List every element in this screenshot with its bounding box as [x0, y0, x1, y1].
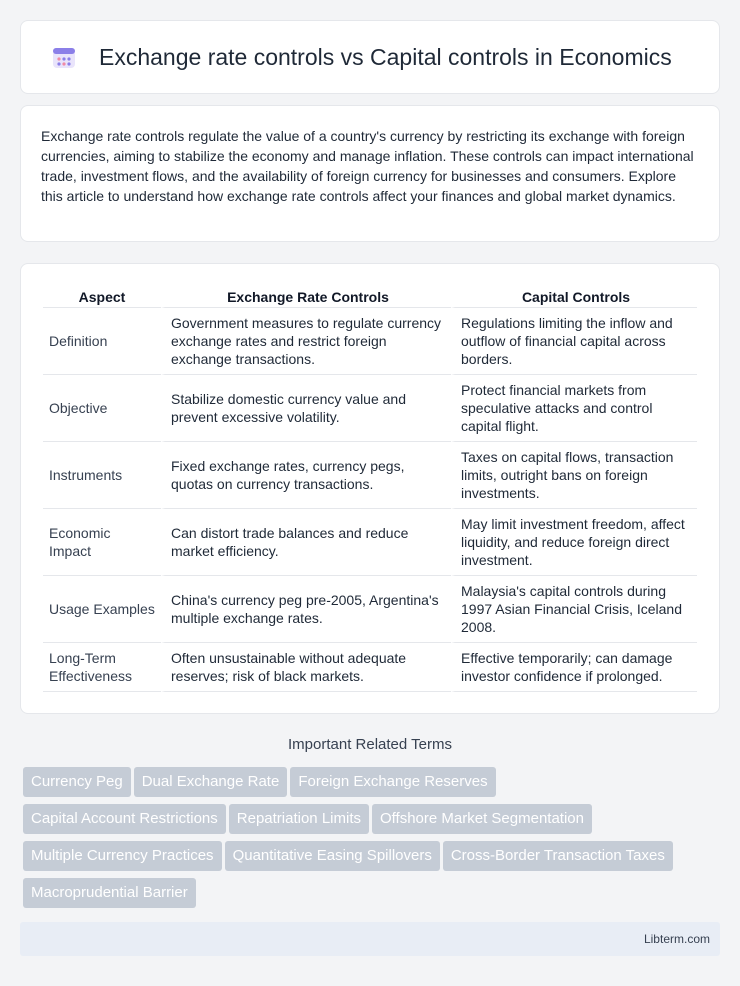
row-exchange-rate-value: Often unsustainable without adequate reserves; risk of black markets. — [161, 643, 451, 692]
term-tag[interactable]: Repatriation Limits — [229, 804, 369, 834]
row-aspect: Economic Impact — [43, 509, 161, 576]
comparison-table-card — [20, 263, 720, 714]
term-tag[interactable]: Cross-Border Transaction Taxes — [443, 841, 673, 871]
calendar-icon — [51, 44, 77, 70]
term-tag[interactable]: Multiple Currency Practices — [23, 841, 222, 871]
term-tag[interactable]: Currency Peg — [23, 767, 131, 797]
table-row — [43, 509, 697, 576]
row-capital-value: Protect financial markets from speculative attacks and control capital flight. — [451, 375, 697, 442]
footer-site-link[interactable]: Libterm.com — [643, 932, 710, 946]
row-capital-value: Malaysia's capital controls during 1997 Asian Financial Crisis, Iceland 2008. — [451, 576, 697, 643]
comparison-table — [43, 286, 697, 692]
row-aspect: Objective — [43, 375, 161, 442]
row-exchange-rate-value: Fixed exchange rates, currency pegs, quotas on currency transactions. — [161, 442, 451, 509]
header-capital-controls: Capital Controls — [451, 286, 697, 308]
header-card — [20, 20, 720, 94]
term-tag[interactable]: Quantitative Easing Spillovers — [225, 841, 440, 871]
row-aspect: Definition — [43, 308, 161, 375]
row-capital-value: Regulations limiting the inflow and outflow of financial capital across borders. — [451, 308, 697, 375]
table-row — [43, 643, 697, 692]
term-tag[interactable]: Foreign Exchange Reserves — [290, 767, 495, 797]
table-row — [43, 375, 697, 442]
intro-text: Exchange rate controls regulate the value of a country's currency by restricting its exchange with foreign currencies, aiming to stabilize the economy and manage inflation. These controls can impact international trade, investment flows, and the availability of foreign currency for businesses and consumers. Explore this article to understand how exchange rate controls affect your finances and global market dynamics. — [41, 128, 694, 204]
row-exchange-rate-value: Stabilize domestic currency value and prevent excessive volatility. — [161, 375, 451, 442]
row-aspect: Instruments — [43, 442, 161, 509]
related-terms-list — [23, 767, 723, 915]
table-header-row — [43, 286, 697, 308]
table-row — [43, 576, 697, 643]
row-exchange-rate-value: Can distort trade balances and reduce market efficiency. — [161, 509, 451, 576]
row-exchange-rate-value: China's currency peg pre-2005, Argentina's multiple exchange rates. — [161, 576, 451, 643]
header-exchange-rate-controls: Exchange Rate Controls — [161, 286, 451, 308]
row-aspect: Long-Term Effectiveness — [43, 643, 161, 692]
footer — [20, 922, 720, 956]
page-title: Exchange rate controls vs Capital controls in Economics — [99, 43, 672, 70]
related-terms-title: Important Related Terms — [288, 736, 452, 753]
header-aspect: Aspect — [43, 286, 161, 308]
term-tag[interactable]: Macroprudential Barrier — [23, 878, 196, 908]
term-tag[interactable]: Dual Exchange Rate — [134, 767, 288, 797]
table-row — [43, 308, 697, 375]
term-tag[interactable]: Offshore Market Segmentation — [372, 804, 592, 834]
row-exchange-rate-value: Government measures to regulate currency exchange rates and restrict foreign exchange transactions. — [161, 308, 451, 375]
table-row — [43, 442, 697, 509]
intro-card — [20, 105, 720, 242]
row-capital-value: Taxes on capital flows, transaction limits, outright bans on foreign investments. — [451, 442, 697, 509]
term-tag[interactable]: Capital Account Restrictions — [23, 804, 226, 834]
row-aspect: Usage Examples — [43, 576, 161, 643]
row-capital-value: Effective temporarily; can damage investor confidence if prolonged. — [451, 643, 697, 692]
row-capital-value: May limit investment freedom, affect liquidity, and reduce foreign direct investment. — [451, 509, 697, 576]
